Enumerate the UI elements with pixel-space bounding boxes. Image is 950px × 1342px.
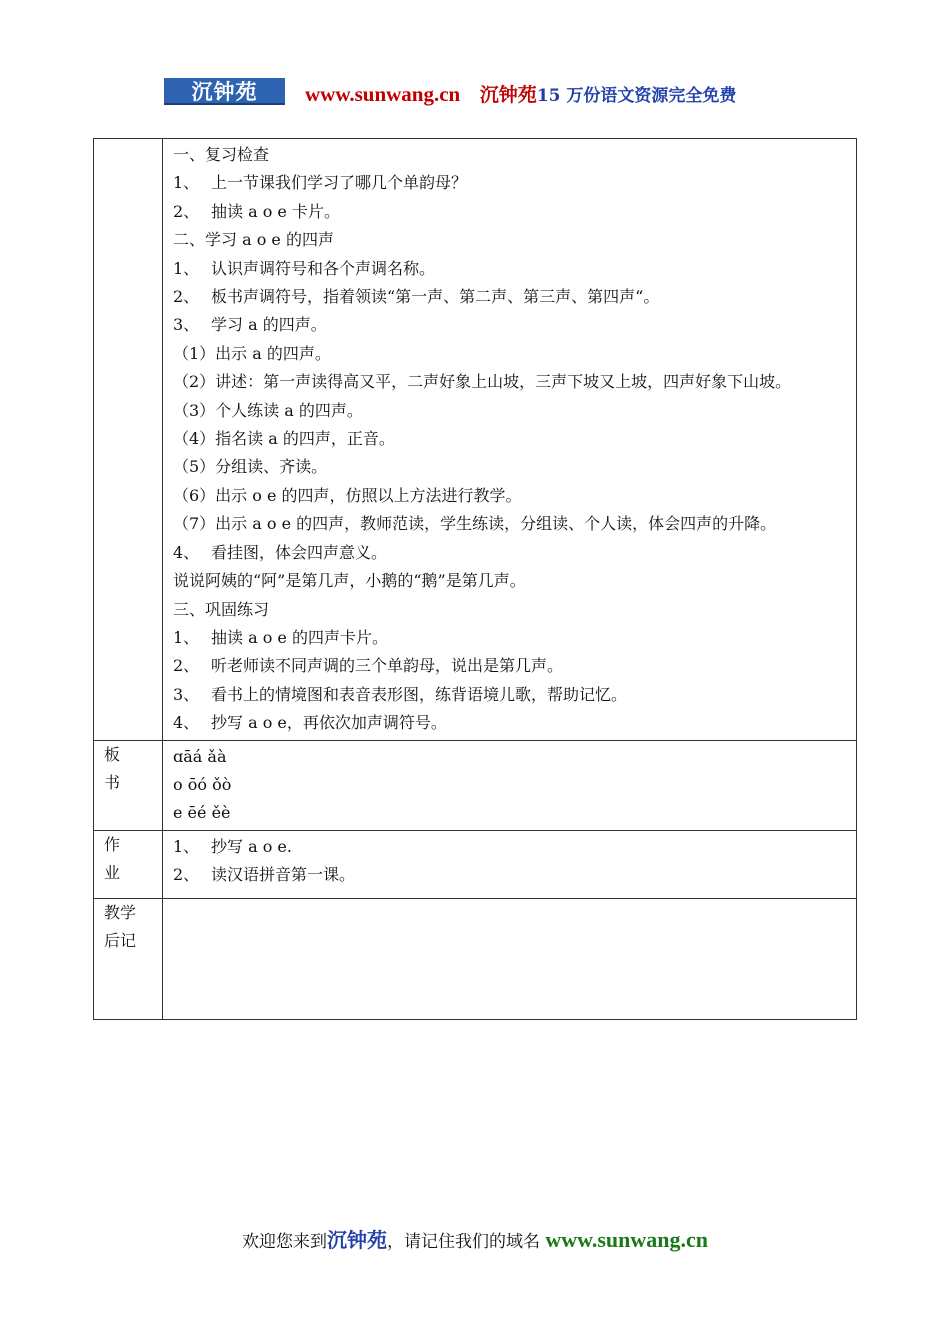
header-url-link[interactable]: www.sunwang.cn bbox=[305, 82, 461, 106]
notes-content bbox=[163, 898, 857, 1019]
page-footer bbox=[0, 1224, 950, 1253]
lesson-line: 二、学习 a o e 的四声 bbox=[173, 230, 334, 250]
page-header bbox=[0, 78, 950, 114]
lesson-line: 4、 抄写 a o e，再依次加声调符号。 bbox=[173, 713, 447, 733]
lesson-line: 3、 看书上的情境图和表音表形图，练背语境儿歌，帮助记忆。 bbox=[173, 684, 628, 704]
lesson-line: （7）出示 a o e 的四声，教师范读，学生练读，分组读、个人读，体会四声的升降。 bbox=[173, 514, 777, 534]
lesson-line: 2、 听老师读不同声调的三个单韵母，说出是第几声。 bbox=[173, 656, 564, 676]
lesson-line: 1、 上一节课我们学习了哪几个单韵母？ bbox=[173, 173, 468, 193]
lesson-line: （6）出示 o e 的四声，仿照以上方法进行教学。 bbox=[173, 485, 522, 505]
lesson-line: 一、复习检查 bbox=[173, 145, 270, 164]
board-line: ɑāá ǎà bbox=[173, 746, 227, 766]
lesson-line: 3、 学习 a 的四声。 bbox=[173, 315, 327, 335]
lesson-line: 1、 抽读 a o e 的四声卡片。 bbox=[173, 627, 388, 647]
homework-row bbox=[94, 830, 857, 898]
footer-url-link[interactable]: www.sunwang.cn bbox=[545, 1227, 708, 1252]
board-line: e ēé ěè bbox=[173, 803, 231, 823]
lesson-line: 2、 板书声调符号，指着领读“第一声、第二声、第三声、第四声“。 bbox=[173, 287, 660, 307]
lesson-line: 1、 认识声调符号和各个声调名称。 bbox=[173, 258, 436, 278]
homework-label: 作 业 bbox=[94, 830, 163, 898]
footer-prefix: 欢迎您来到 bbox=[241, 1232, 327, 1252]
header-text bbox=[305, 80, 736, 107]
lesson-line: （2）讲述：第一声读得高又平，二声好象上山坡，三声下坡又上坡，四声好象下山坡。 bbox=[173, 372, 792, 392]
board-content bbox=[163, 740, 857, 830]
lesson-line: （5）分组读、齐读。 bbox=[173, 457, 328, 477]
lesson-line: （1）出示 a 的四声。 bbox=[173, 343, 331, 363]
notes-label: 教学 后记 bbox=[94, 898, 163, 1019]
site-logo: 沉钟苑 bbox=[164, 78, 285, 105]
lesson-process-label-cell bbox=[94, 139, 163, 741]
homework-line: 1、 抄写 a o e. bbox=[173, 836, 292, 856]
lesson-line: 说说阿姨的“阿”是第几声，小鹅的“鹅”是第几声。 bbox=[173, 571, 526, 591]
lesson-line: 2、 抽读 a o e 卡片。 bbox=[173, 201, 340, 221]
lesson-line: 三、巩固练习 bbox=[173, 599, 270, 619]
header-brand: 沉钟苑 bbox=[479, 84, 537, 106]
lesson-process-row bbox=[94, 139, 857, 741]
lesson-line: 4、 看挂图，体会四声意义。 bbox=[173, 542, 388, 562]
lesson-plan-table bbox=[93, 138, 857, 1020]
header-tagline: 15 万份语文资源完全免费 bbox=[536, 86, 737, 106]
lesson-process-content bbox=[163, 139, 857, 741]
homework-line: 2、 读汉语拼音第一课。 bbox=[173, 865, 356, 885]
board-label: 板 书 bbox=[94, 740, 163, 830]
footer-middle: ，请记住我们的域名 bbox=[386, 1232, 546, 1252]
footer-brand: 沉钟苑 bbox=[326, 1228, 387, 1252]
homework-content bbox=[163, 830, 857, 898]
lesson-line: （4）指名读 a 的四声，正音。 bbox=[173, 429, 395, 449]
lesson-line: （3）个人练读 a 的四声。 bbox=[173, 400, 363, 420]
notes-row bbox=[94, 898, 857, 1019]
board-line: o ōó ǒò bbox=[173, 774, 232, 794]
board-row bbox=[94, 740, 857, 830]
